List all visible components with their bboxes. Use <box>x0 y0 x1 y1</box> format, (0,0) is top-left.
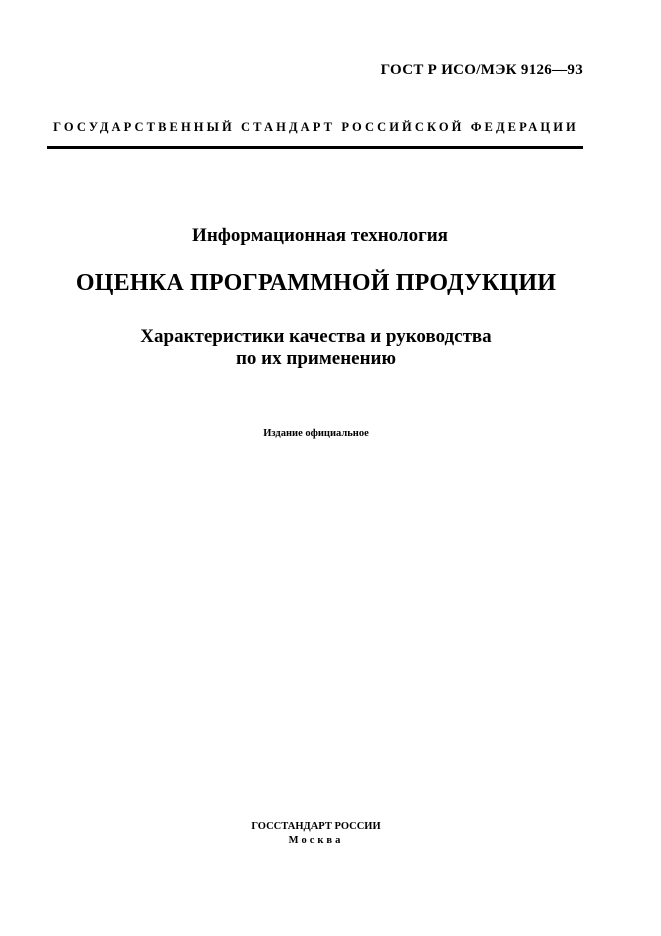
header-divider <box>47 146 583 149</box>
publisher-city: Москва <box>288 835 344 846</box>
subtitle-line-2: по их применению <box>235 348 397 369</box>
publisher-name: ГОССТАНДАРТ РОССИИ <box>251 821 381 832</box>
standard-code: ГОСТ Р ИСО/МЭК 9126—93 <box>380 62 583 78</box>
state-standard-heading: ГОСУДАРСТВЕННЫЙ СТАНДАРТ РОССИЙСКОЙ ФЕДЕРАЦИИ <box>53 120 579 134</box>
edition-note: Издание официальное <box>263 428 369 439</box>
document-title: ОЦЕНКА ПРОГРАММНОЙ ПРОДУКЦИИ <box>75 270 557 296</box>
document-subtitle <box>0 326 632 370</box>
subtitle-line-1: Характеристики качества и руководства <box>140 326 492 347</box>
document-subject: Информационная технология <box>192 225 448 246</box>
publisher-block <box>0 820 632 848</box>
